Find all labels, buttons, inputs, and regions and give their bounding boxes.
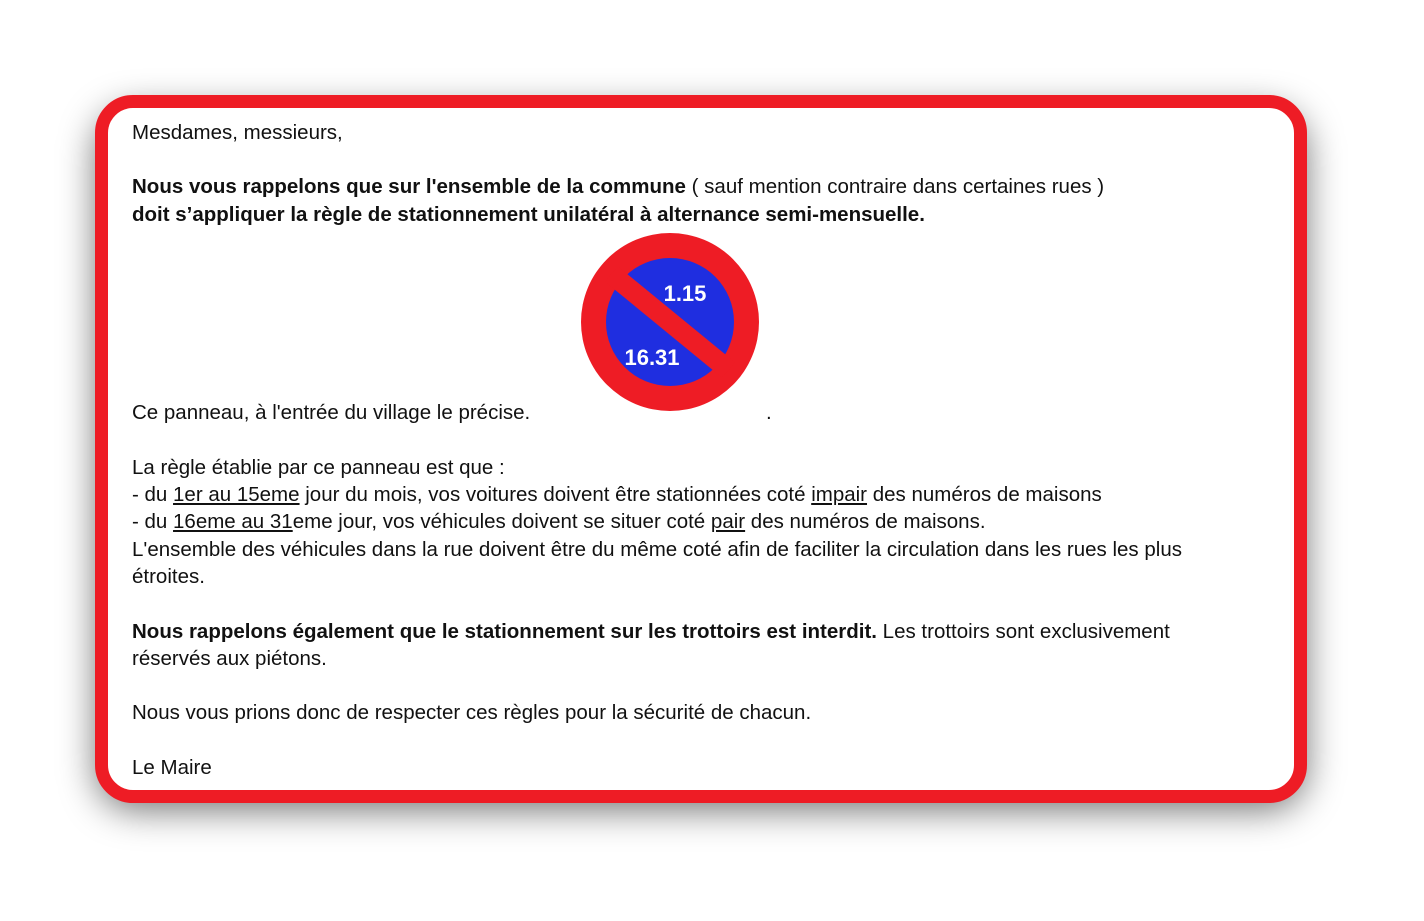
sidewalk-normal: Les trottoirs sont exclusivement: [876, 620, 1170, 643]
signature: Le Maire: [132, 756, 212, 779]
sign-top-number: 1.15: [663, 281, 707, 306]
rule-note-line-2: étroites.: [132, 565, 205, 588]
rule1-prefix: - du: [132, 483, 174, 506]
intro-normal: ( sauf mention contraire dans certaines rues ): [685, 175, 1105, 198]
intro-line-1: [132, 173, 1104, 200]
rule2-range: 16eme au 31: [173, 510, 293, 533]
rule1-range: 1er au 15eme: [173, 483, 300, 506]
closing-line: Nous vous prions donc de respecter ces règles pour la sécurité de chacun.: [132, 701, 812, 724]
rule2-side: pair: [710, 510, 746, 533]
intro-bold: Nous vous rappelons que sur l'ensemble de la commune: [132, 175, 686, 198]
rule2-suffix: des numéros de maisons.: [745, 510, 986, 533]
rule2-prefix: - du: [132, 510, 174, 533]
greeting: Mesdames, messieurs,: [132, 121, 343, 144]
rule-odd-side: [132, 481, 1102, 508]
intro-line-2: [132, 201, 925, 228]
sidewalk-line-2: réservés aux piétons.: [132, 647, 327, 670]
rule-note-line-1: L'ensemble des véhicules dans la rue doivent être du même coté afin de faciliter la circulation dans les rues les plus: [132, 538, 1182, 561]
rule2-middle: eme jour, vos véhicules doivent se situer coté: [292, 510, 711, 533]
sign-caption: Ce panneau, à l'entrée du village le précise.: [132, 401, 531, 424]
sign-caption-end: .: [766, 401, 772, 424]
rule1-suffix: des numéros de maisons: [867, 483, 1102, 506]
rule1-middle: jour du mois, vos voitures doivent être stationnées coté: [299, 483, 812, 506]
rule1-side: impair: [811, 483, 868, 506]
rule-intro: La règle établie par ce panneau est que :: [132, 456, 505, 479]
sidewalk-line-1: [132, 618, 1170, 645]
sign-bottom-number: 16.31: [624, 345, 680, 370]
intro-bold-line-2: doit s’appliquer la règle de stationnement unilatéral à alternance semi-mensuelle.: [132, 203, 925, 226]
no-parking-semi-monthly-sign-icon: [571, 232, 769, 420]
sidewalk-bold: Nous rappelons également que le stationnement sur les trottoirs est interdit.: [132, 620, 877, 643]
rule-even-side: [132, 508, 986, 535]
